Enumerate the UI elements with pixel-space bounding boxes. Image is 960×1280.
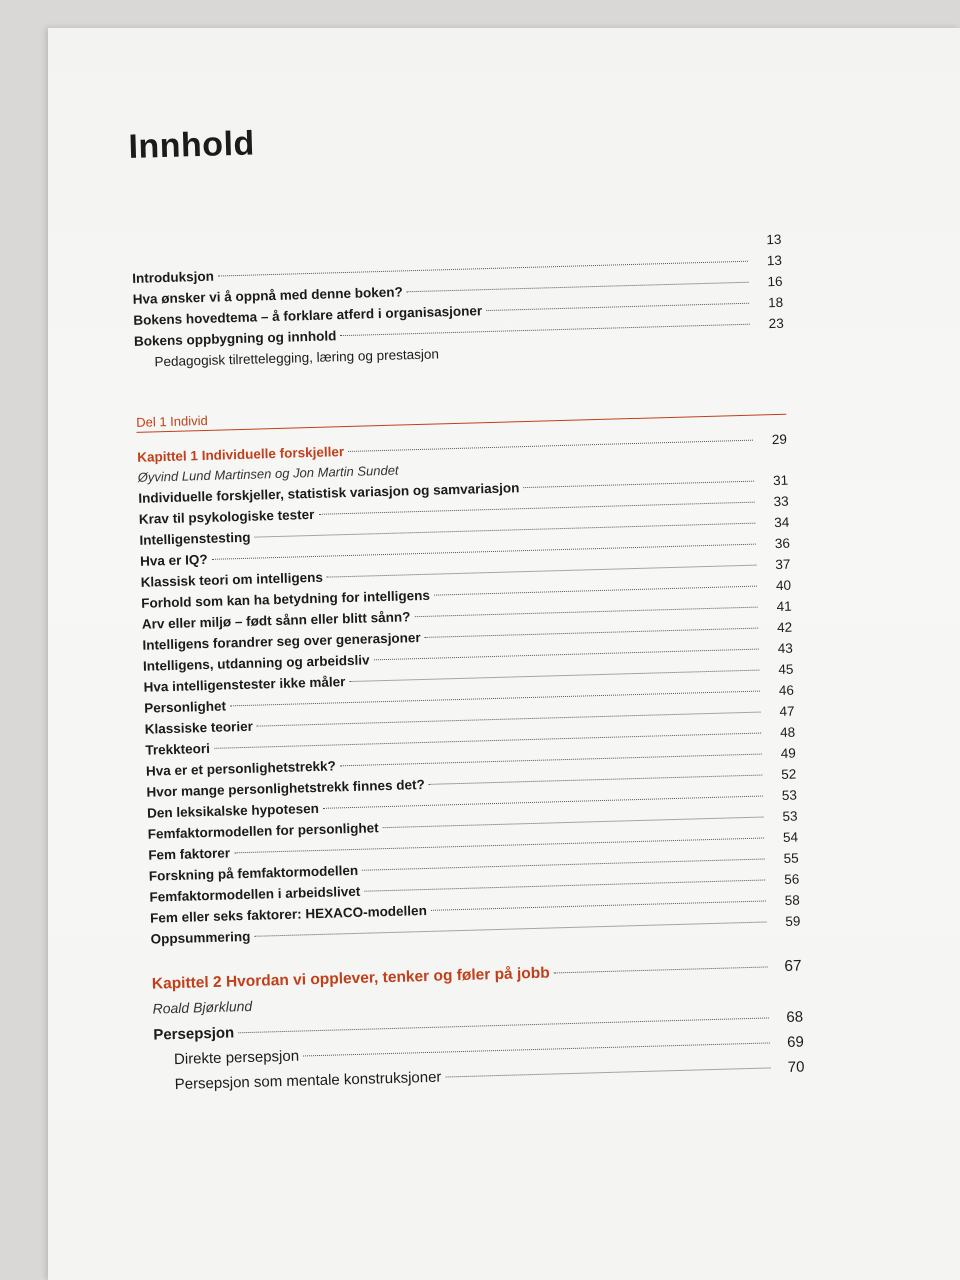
toc-entry-page: 43 xyxy=(777,640,793,657)
toc-entry-title: Forskning på femfaktormodellen xyxy=(148,862,359,884)
toc-entry-title: Krav til psykologiske tester xyxy=(138,506,315,527)
toc-entry-page: 54 xyxy=(782,829,799,845)
dot-leader xyxy=(425,628,759,638)
toc-entry-page: 53 xyxy=(781,787,798,804)
toc-entry-page: 40 xyxy=(775,577,792,594)
toc-entry-page: 68 xyxy=(786,1008,804,1026)
dot-leader xyxy=(303,1042,770,1056)
toc-entry-title: Intelligenstesting xyxy=(139,529,251,548)
part-heading: Del 1 Individ xyxy=(136,397,786,433)
toc-entry-page: 47 xyxy=(779,703,795,720)
toc-entry-title: Oppsummering xyxy=(150,928,251,947)
toc-entry-title: Hva er et personlighetstrekk? xyxy=(145,758,336,779)
toc-entry-title: Klassisk teori om intelligens xyxy=(140,569,324,590)
toc-entry-title: Pedagogisk tilrettelegging, læring og prestasjon xyxy=(154,346,440,370)
toc-entry-page: 13 xyxy=(766,252,783,269)
chapter-1-list xyxy=(138,470,801,950)
dot-leader xyxy=(362,859,765,871)
toc-entry-page: 34 xyxy=(774,514,790,531)
dot-leader xyxy=(348,440,753,452)
toc-entry-page: 70 xyxy=(787,1058,805,1076)
toc-entry-page: 55 xyxy=(783,850,799,866)
toc-entry-page: 46 xyxy=(778,682,795,699)
dot-leader xyxy=(238,1017,769,1033)
toc-entry-page: 18 xyxy=(767,294,784,311)
table-of-contents xyxy=(128,110,805,1098)
toc-entry-page: 41 xyxy=(776,598,792,615)
toc-entry-title: Individuelle forskjeller, statistisk variasjon og samvariasjon xyxy=(138,480,520,506)
toc-entry-page: 16 xyxy=(767,273,783,290)
dot-leader xyxy=(434,586,757,596)
chapter-2-author: Roald Bjørklund xyxy=(152,997,253,1017)
chapter-2-list xyxy=(153,1005,805,1098)
dot-leader xyxy=(340,324,749,336)
dot-leader xyxy=(443,346,750,355)
toc-entry-page xyxy=(754,349,784,350)
dot-leader xyxy=(327,565,757,578)
toc-entry-title: Persepsjon xyxy=(153,1024,235,1044)
toc-entry-page: 48 xyxy=(779,724,796,741)
toc-entry-title: Fem eller seks faktorer: HEXACO-modellen xyxy=(149,902,428,926)
dot-leader xyxy=(349,670,759,682)
dot-leader xyxy=(523,481,754,488)
toc-entry-title: Fem faktorer xyxy=(148,845,231,863)
dot-leader xyxy=(364,880,765,892)
toc-entry-page: 23 xyxy=(768,315,784,332)
dot-leader xyxy=(486,303,749,311)
dot-leader xyxy=(445,1067,770,1077)
dot-leader xyxy=(407,282,749,293)
toc-entry-title: Hva intelligenstester ikke måler xyxy=(143,674,346,695)
toc-entry-title: Klassiske teorier xyxy=(144,718,254,737)
dot-leader xyxy=(429,775,763,785)
toc-entry-title: Trekkteori xyxy=(145,740,211,758)
dot-leader xyxy=(383,817,764,829)
dot-leader xyxy=(318,502,754,515)
chapter-1-heading[interactable]: Kapittel 1 Individuelle forskjeller 29 xyxy=(136,431,788,465)
toc-entry-title: Intelligens forandrer seg over generasjoner xyxy=(142,630,421,653)
intro-section xyxy=(131,229,784,373)
toc-entry-title: Direkte persepsjon xyxy=(173,1047,300,1069)
toc-entry-page: 36 xyxy=(774,535,791,552)
toc-entry-page: 52 xyxy=(781,766,797,783)
toc-entry-page: 56 xyxy=(783,871,800,887)
toc-entry-title: Intelligens, utdanning og arbeidsliv xyxy=(142,652,370,674)
dot-leader xyxy=(431,900,766,910)
dot-leader xyxy=(554,966,768,973)
page-title: Innhold xyxy=(128,124,256,166)
dot-leader xyxy=(373,649,758,661)
toc-entry-title: Forhold som kan ha betydning for intelligens xyxy=(141,587,431,611)
toc-entry-page: 59 xyxy=(785,913,801,929)
toc-entry-title: Bokens oppbygning og innhold xyxy=(133,328,337,349)
dot-leader xyxy=(414,607,757,618)
toc-entry-page: 42 xyxy=(776,619,793,636)
toc-entry-title: Femfaktormodellen for personlighet xyxy=(147,820,379,842)
toc-entry-title: Introduksjon xyxy=(131,268,215,286)
toc-entry-title: Arv eller miljø – født sånn eller blitt sånn? xyxy=(141,609,411,632)
toc-entry-title: Hva ønsker vi å oppnå med denne boken? xyxy=(132,284,403,307)
toc-entry-title: Hva er IQ? xyxy=(139,551,208,569)
chapter-2 xyxy=(152,956,805,1098)
toc-entry-title: Hvor mange personlighetstrekk finnes det? xyxy=(146,776,425,800)
toc-entry-page: 45 xyxy=(778,661,794,678)
book-page xyxy=(48,28,960,1280)
toc-page-number: 13 xyxy=(766,231,782,248)
chapter-2-heading[interactable]: Kapittel 2 Hvordan vi opplever, tenker og føler på jobb 67 xyxy=(151,957,802,993)
toc-entry-page: 53 xyxy=(782,808,798,824)
toc-entry-page: 58 xyxy=(784,892,801,908)
toc-entry-page: 49 xyxy=(780,745,796,762)
toc-entry-page: 31 xyxy=(772,472,789,489)
toc-entry-title: Bokens hovedtema – å forklare atferd i organisasjoner xyxy=(133,303,483,328)
dot-leader xyxy=(323,796,763,809)
chapter-1-author: Øyvind Lund Martinsen og Jon Martin Sundet xyxy=(137,462,399,485)
toc-entry-page: 69 xyxy=(786,1033,805,1051)
toc-entry-title: Den leksikalske hypotesen xyxy=(146,800,320,821)
toc-entry-title: Femfaktormodellen i arbeidslivet xyxy=(149,883,361,905)
dot-leader xyxy=(340,754,762,767)
dot-leader xyxy=(254,921,766,936)
toc-entry-page: 37 xyxy=(775,556,791,573)
chapter-1 xyxy=(137,429,801,950)
intro-list xyxy=(132,250,785,373)
toc-entry-title: Personlighet xyxy=(143,698,227,716)
toc-entry-title: Persepsjon som mentale konstruksjoner xyxy=(174,1068,442,1094)
toc-entry-page: 33 xyxy=(773,493,789,510)
